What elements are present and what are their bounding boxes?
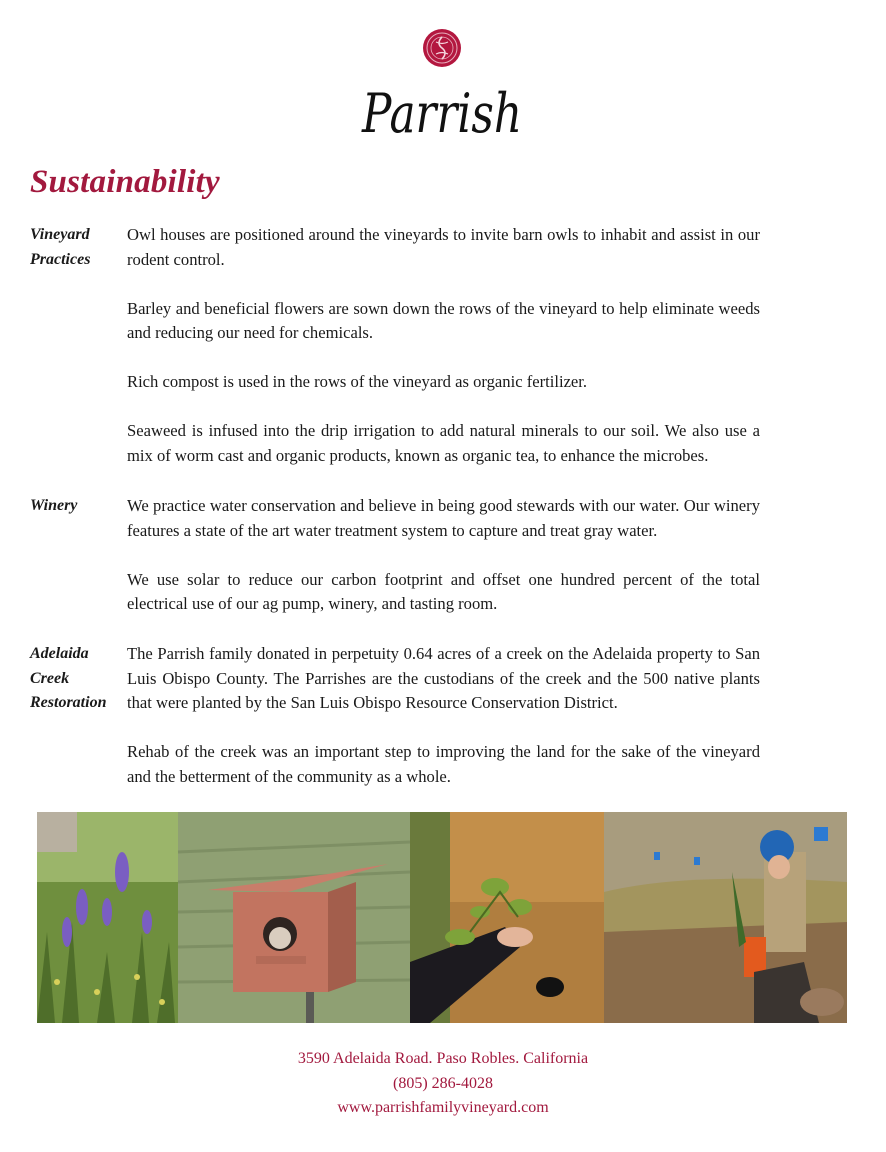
footer-website-link[interactable]: www.parrishfamilyvineyard.com bbox=[337, 1099, 549, 1116]
paragraph: We use solar to reduce our carbon footprint and offset one hundred percent of the total electrical use of our ag pump, winery, and tasting room. bbox=[127, 569, 760, 613]
footer-contact bbox=[0, 1047, 886, 1121]
paragraph: The Parrish family donated in perpetuity 0.64 acres of a creek on the Adelaida property to San Luis Obispo County. The Parrishes are the custodians of the creek and the 500 native plants that were planted by the San Luis Obispo Resource Conservation District. bbox=[127, 644, 760, 712]
seal-icon bbox=[422, 28, 462, 68]
paragraph: Rehab of the creek was an important step to improving the land for the sake of the vineyard and the betterment of the community as a whole. bbox=[127, 742, 760, 786]
lupine-wildflowers-photo bbox=[37, 812, 178, 1023]
paragraph: Barley and beneficial flowers are sown down the rows of the vineyard to help eliminate weeds and reducing our need for chemicals. bbox=[127, 298, 760, 342]
footer-address: 3590 Adelaida Road. Paso Robles. California bbox=[297, 1050, 589, 1067]
paragraph: We practice water conservation and believe in being good stewards with our water. Our winery features a state of the art water treatment system to capture and treat gray water. bbox=[127, 496, 760, 540]
section-body bbox=[127, 223, 760, 493]
section-label-line: Practices bbox=[30, 250, 91, 268]
paragraph: Seaweed is infused into the drip irrigation to add natural minerals to our soil. We also use a mix of worm cast and organic products, known as organic tea, to enhance the microbes. bbox=[127, 421, 760, 465]
section-label-line: Adelaida bbox=[30, 645, 89, 662]
section-label bbox=[30, 223, 122, 272]
worker-planting-photo bbox=[604, 812, 847, 1023]
brand-logo bbox=[360, 26, 530, 145]
brand-name: Parrish bbox=[361, 82, 522, 145]
footer-phone[interactable]: (805) 286-4028 bbox=[393, 1074, 493, 1092]
section-label-line: Creek bbox=[30, 669, 70, 687]
section-label-line: Restoration bbox=[30, 694, 107, 711]
section-body bbox=[127, 494, 760, 641]
paragraph: Owl houses are positioned around the vineyards to invite barn owls to inhabit and assist in our rodent control. bbox=[127, 225, 760, 269]
hand-holding-seedling-photo bbox=[410, 812, 604, 1023]
parrish-wordmark bbox=[360, 68, 530, 158]
section-body bbox=[127, 642, 760, 814]
page-title: Sustainability bbox=[30, 164, 220, 200]
owl-box-photo bbox=[178, 812, 410, 1023]
section-label-line: Winery bbox=[30, 497, 78, 514]
paragraph: Rich compost is used in the rows of the vineyard as organic fertilizer. bbox=[127, 372, 588, 391]
section-label-line: Vineyard bbox=[30, 226, 90, 243]
section-label bbox=[30, 642, 122, 716]
photo-strip bbox=[37, 812, 847, 1023]
section-label bbox=[30, 494, 122, 519]
